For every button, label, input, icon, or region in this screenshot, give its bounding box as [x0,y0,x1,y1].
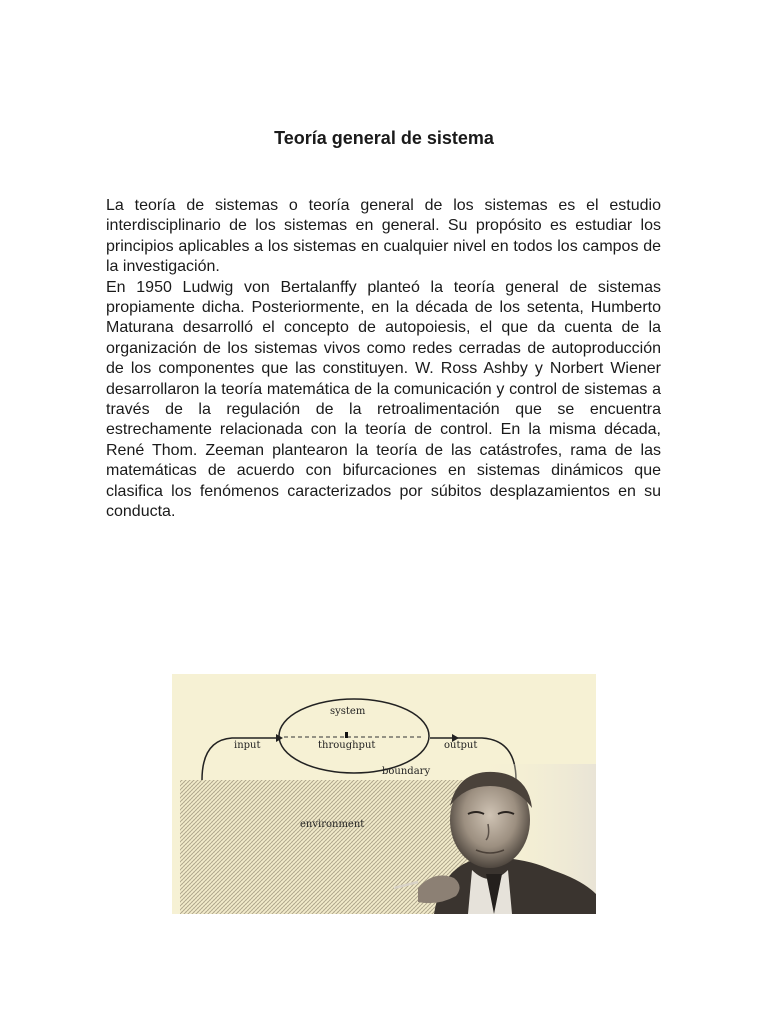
body-text [106,196,661,523]
systems-diagram [172,674,596,914]
page-title: Teoría general de sistema [274,128,494,148]
throughput-marker [345,732,348,738]
paragraph: En 1950 Ludwig von Bertalanffy planteó la teoría general de sistemas propiamente dicha. Posteriormente, en la década de los setenta, Humberto Maturana desarrolló el concepto de autopoiesis, el que da cuenta de la organización de los sistemas vivos como redes cerradas de autoproducción de los componentes que las constituyen. W. Ross Ashby y Norbert Wiener desarrollaron la teoría matemática de la comunicación y control de sistemas a través de la regulación de la retroalimentación que se encuentra estrechamente relacionada con la teoría de control. En la misma década, René Thom. Zeeman plantearon la teoría de las catástrofes, rama de las matemáticas de acuerdo con bifurcaciones en sistemas dinámicos que clasifica los fenómenos caracterizados por súbitos desplazamientos en su conducta. [106,278,661,521]
boundary-label: boundary [382,766,431,777]
output-label: output [444,740,478,751]
paragraph: La teoría de sistemas o teoría general de los sistemas es el estudio interdisciplinario de los sistemas en general. Su propósito es estudiar los principios aplicables a los sistemas en cualquier nivel en todos los campos de la investigación. [106,197,661,276]
system-label: system [330,706,366,717]
systems-diagram-figure [172,674,596,914]
input-label: input [234,740,261,751]
throughput-label: throughput [318,740,376,751]
environment-label: environment [300,819,365,830]
